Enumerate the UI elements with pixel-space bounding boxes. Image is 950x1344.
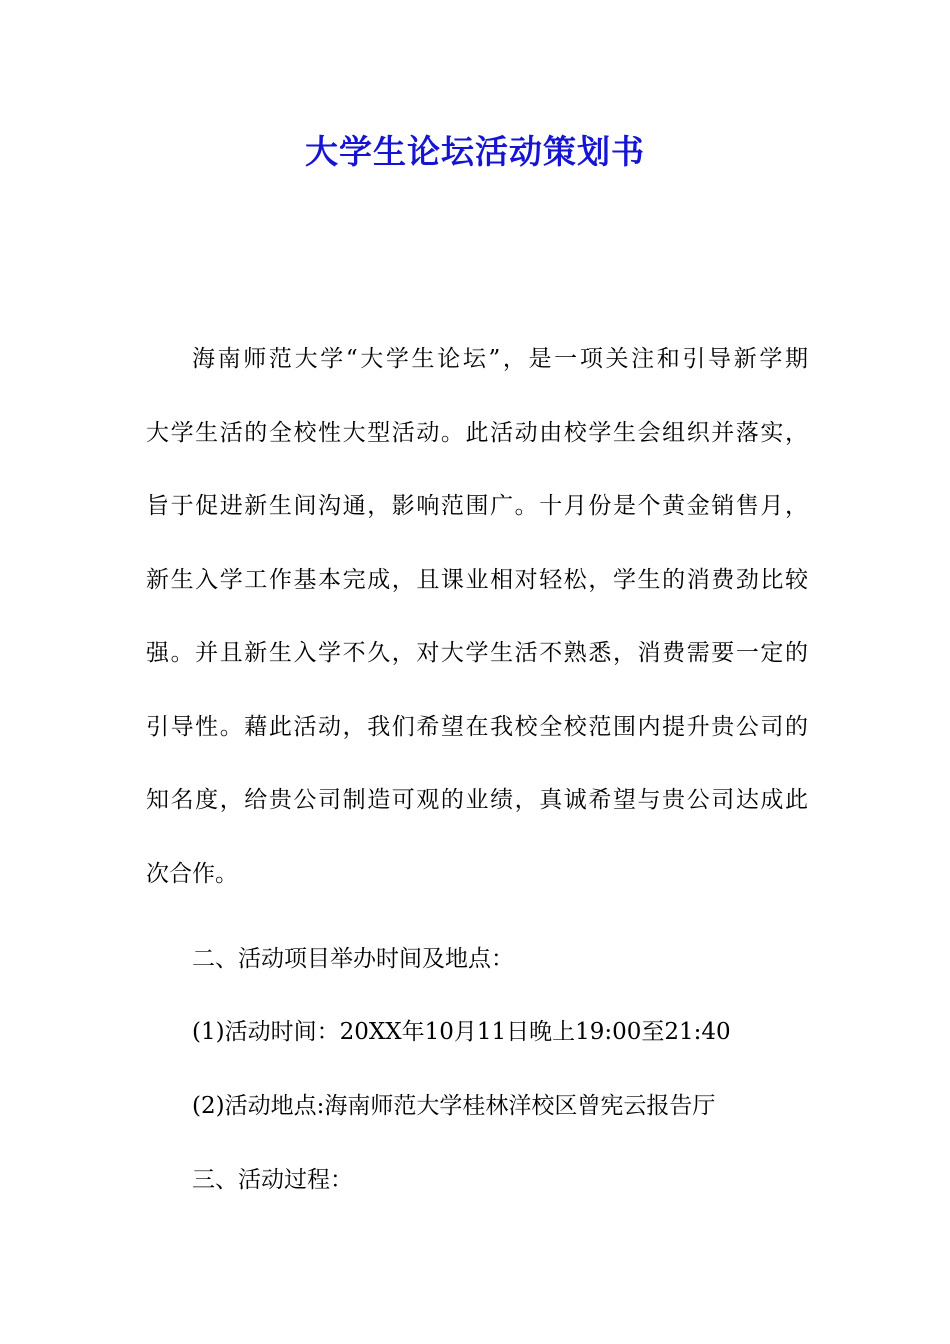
intro-paragraph [146,323,808,911]
intro-line: 引导性。藉此活动，我们希望在我校全校范围内提升贵公司的 [146,713,808,740]
intro-line: 大学生活的全校性大型活动。此活动由校学生会组织并落实， [146,419,808,446]
section-three-heading: 三、活动过程： [192,1167,353,1193]
intro-line: 强。并且新生入学不久，对大学生活不熟悉，消费需要一定的 [146,640,808,666]
activity-place-item: (2)活动地点:海南师范大学桂林洋校区曾宪云报告厅 [192,1093,716,1119]
intro-line: 次合作。 [146,860,238,887]
activity-time-item: (1)活动时间：20XX年10月11日晚上19:00至21:40 [192,1019,731,1045]
section-two-heading: 二、活动项目举办时间及地点： [192,946,514,972]
intro-line: 旨于促进新生间沟通，影响范围广。十月份是个黄金销售月， [146,493,808,519]
intro-line: 海南师范大学“大学生论坛”，是一项关注和引导新学期 [192,346,808,372]
document-title: 大学生论坛活动策划书 [305,132,645,171]
intro-line: 知名度，给贵公司制造可观的业绩，真诚希望与贵公司达成此 [146,787,808,813]
intro-line: 新生入学工作基本完成，且课业相对轻松，学生的消费劲比较 [146,566,808,593]
